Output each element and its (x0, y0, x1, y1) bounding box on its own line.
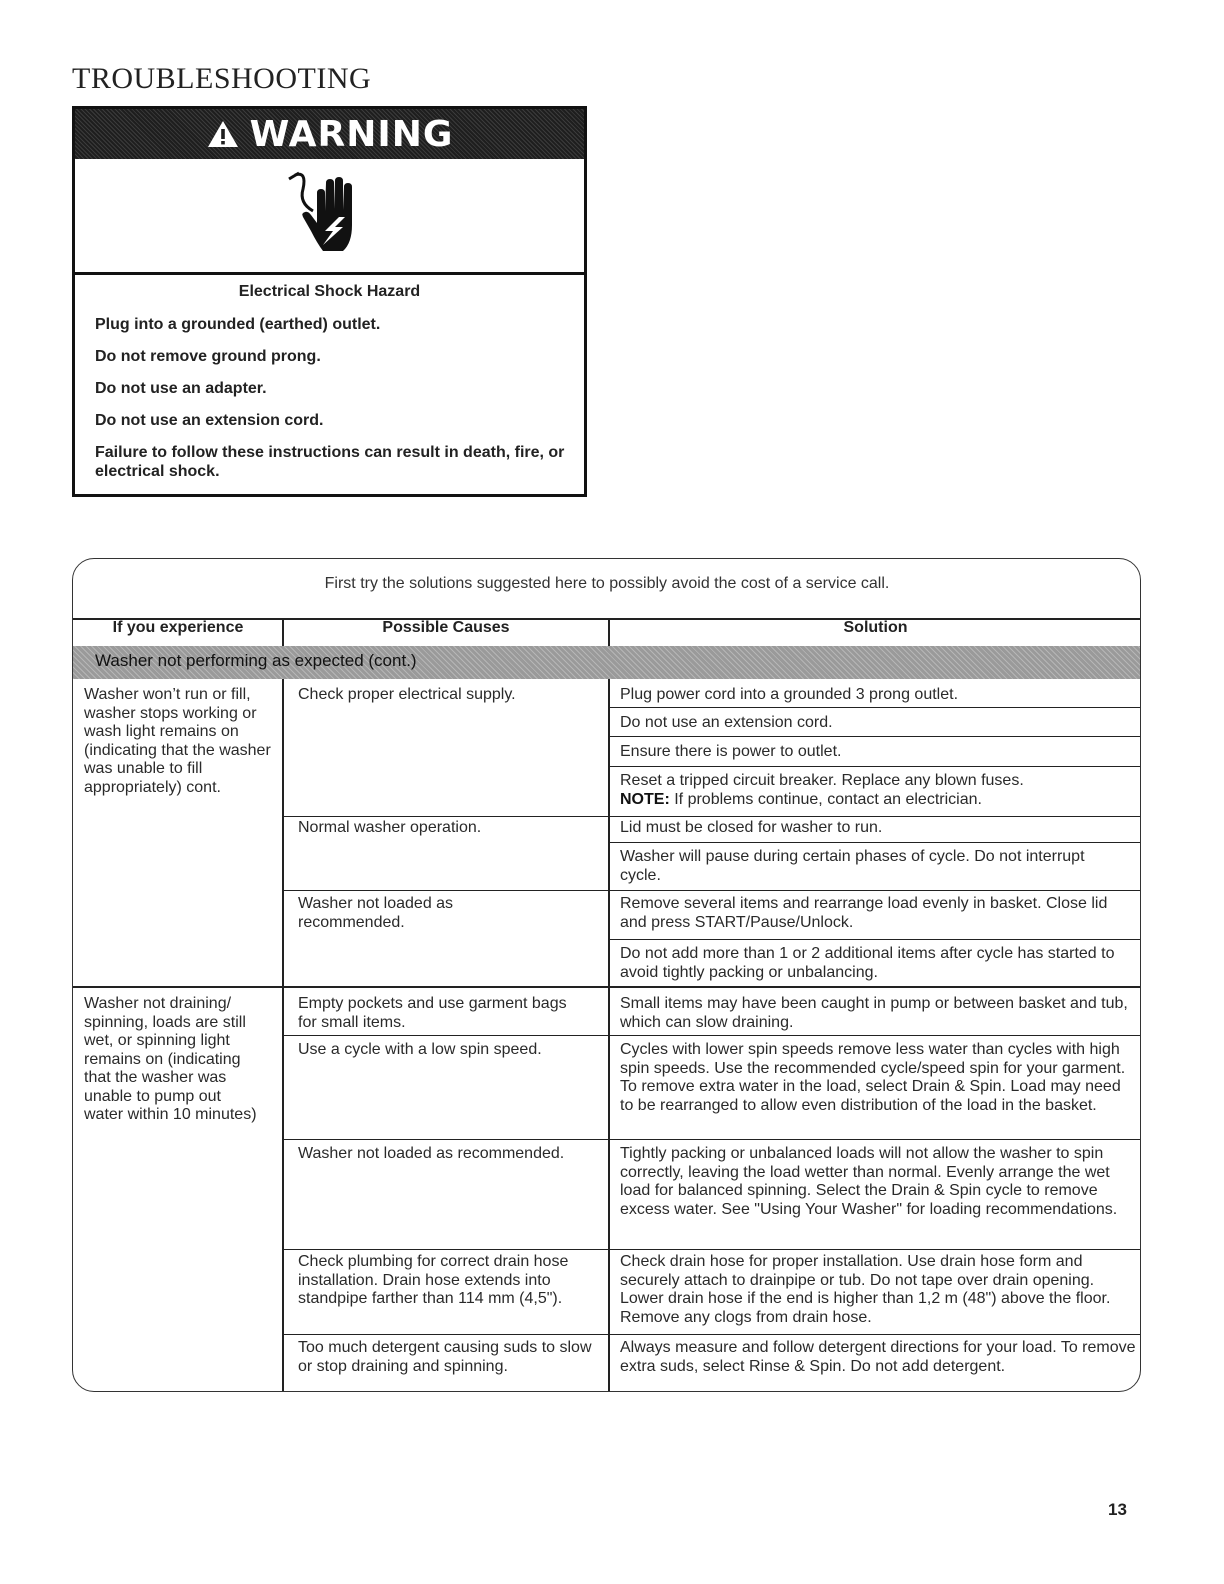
header-experience: If you experience (112, 619, 244, 636)
warning-banner (75, 109, 584, 159)
page-title: TROUBLESHOOTING (72, 62, 372, 95)
solution-cell: Small items may have been caught in pump or between basket and tub, which can slow draining. (620, 995, 1128, 1031)
solution-note (620, 791, 1130, 810)
solution-cell: Check drain hose for proper installation. Use drain hose form and securely attach to drainpipe or tub. Do not tape over drain opening. Lower drain hose if the end is higher than 1,2 m (48") above the floor. Remove any clogs from drain hose. (620, 1253, 1111, 1326)
cause-cell: Use a cycle with a low spin speed. (298, 1041, 542, 1058)
solution-cell: Washer will pause during certain phases of cycle. Do not interrupt cycle. (620, 848, 1085, 884)
solution-cell: Remove several items and rearrange load evenly in basket. Close lid and press START/Pause/Unlock. (620, 895, 1108, 931)
solution-cell: Do not add more than 1 or 2 additional items after cycle has started to avoid tightly packing or unbalancing. (620, 945, 1115, 981)
warning-line: Do not use an adapter. (95, 380, 267, 397)
solution-cell: Ensure there is power to outlet. (620, 743, 842, 760)
header-solution: Solution (843, 619, 908, 636)
cause-cell: Empty pockets and use garment bags for small items. (298, 995, 567, 1031)
solution-cell: Cycles with lower spin speeds remove less water than cycles with high spin speeds. Use the recommended cycle/speed spin for your garment. To remove extra water in the load, select Drain & Spin. Load may need to be rearranged to allow even distribution of the load in the basket. (620, 1041, 1126, 1114)
solution-cell: Lid must be closed for washer to run. (620, 819, 883, 836)
cause-cell: Normal washer operation. (298, 819, 482, 836)
solution-cell: Plug power cord into a grounded 3 prong outlet. (620, 686, 959, 703)
solution-cell: Tightly packing or unbalanced loads will not allow the washer to spin correctly, leaving the load wetter than normal. Evenly arrange the wet load for balanced spinning. Select the Drain & Spin cycle to remove excess water. See "Using Your Washer" for loading recommendations. (620, 1145, 1118, 1218)
warning-line: Do not remove ground prong. (95, 348, 321, 365)
warning-line: Do not use an extension cord. (95, 412, 324, 429)
warning-box (72, 106, 587, 497)
solution-text: Reset a tripped circuit breaker. Replace any blown fuses. (620, 772, 1024, 789)
warning-triangle-icon (206, 119, 240, 149)
note-text: If problems continue, contact an electrician. (669, 790, 982, 808)
experience-cell: Washer won’t run or fill, washer stops working or wash light remains on (indicating that the washer was unable to fill appropriately) cont. (84, 686, 271, 796)
electrical-shock-hand-icon (287, 165, 373, 265)
note-label: NOTE: (620, 790, 670, 808)
warning-line: Plug into a grounded (earthed) outlet. (95, 316, 381, 333)
warning-banner-label: WARNING (249, 113, 454, 155)
warning-icon-area (75, 159, 584, 275)
solution-cell (620, 772, 1130, 809)
cause-cell: Washer not loaded as recommended. (298, 895, 454, 931)
hazard-title: Electrical Shock Hazard (238, 283, 421, 300)
warning-line: Failure to follow these instructions can result in death, fire, or electrical shock. (95, 444, 565, 480)
cause-cell: Check proper electrical supply. (298, 686, 516, 703)
experience-cell: Washer not draining/ spinning, loads are still wet, or spinning light remains on (indicating that the washer was unable to pump out water within 10 minutes) (84, 995, 257, 1123)
page-number: 13 (1108, 1500, 1127, 1519)
header-causes: Possible Causes (382, 619, 510, 636)
troubleshooting-table (72, 558, 1141, 1392)
solution-cell: Do not use an extension cord. (620, 714, 833, 731)
cause-cell: Washer not loaded as recommended. (298, 1145, 565, 1162)
cause-cell: Check plumbing for correct drain hose installation. Drain hose extends into standpipe farther than 114 mm (4,5"). (298, 1253, 569, 1307)
table-intro: First try the solutions suggested here to possibly avoid the cost of a service call. (324, 575, 890, 592)
section-header: Washer not performing as expected (cont.) (73, 646, 1141, 679)
cause-cell: Too much detergent causing suds to slow or stop draining and spinning. (298, 1339, 592, 1375)
solution-cell: Always measure and follow detergent directions for your load. To remove extra suds, select Rinse & Spin. Do not add detergent. (620, 1339, 1136, 1375)
